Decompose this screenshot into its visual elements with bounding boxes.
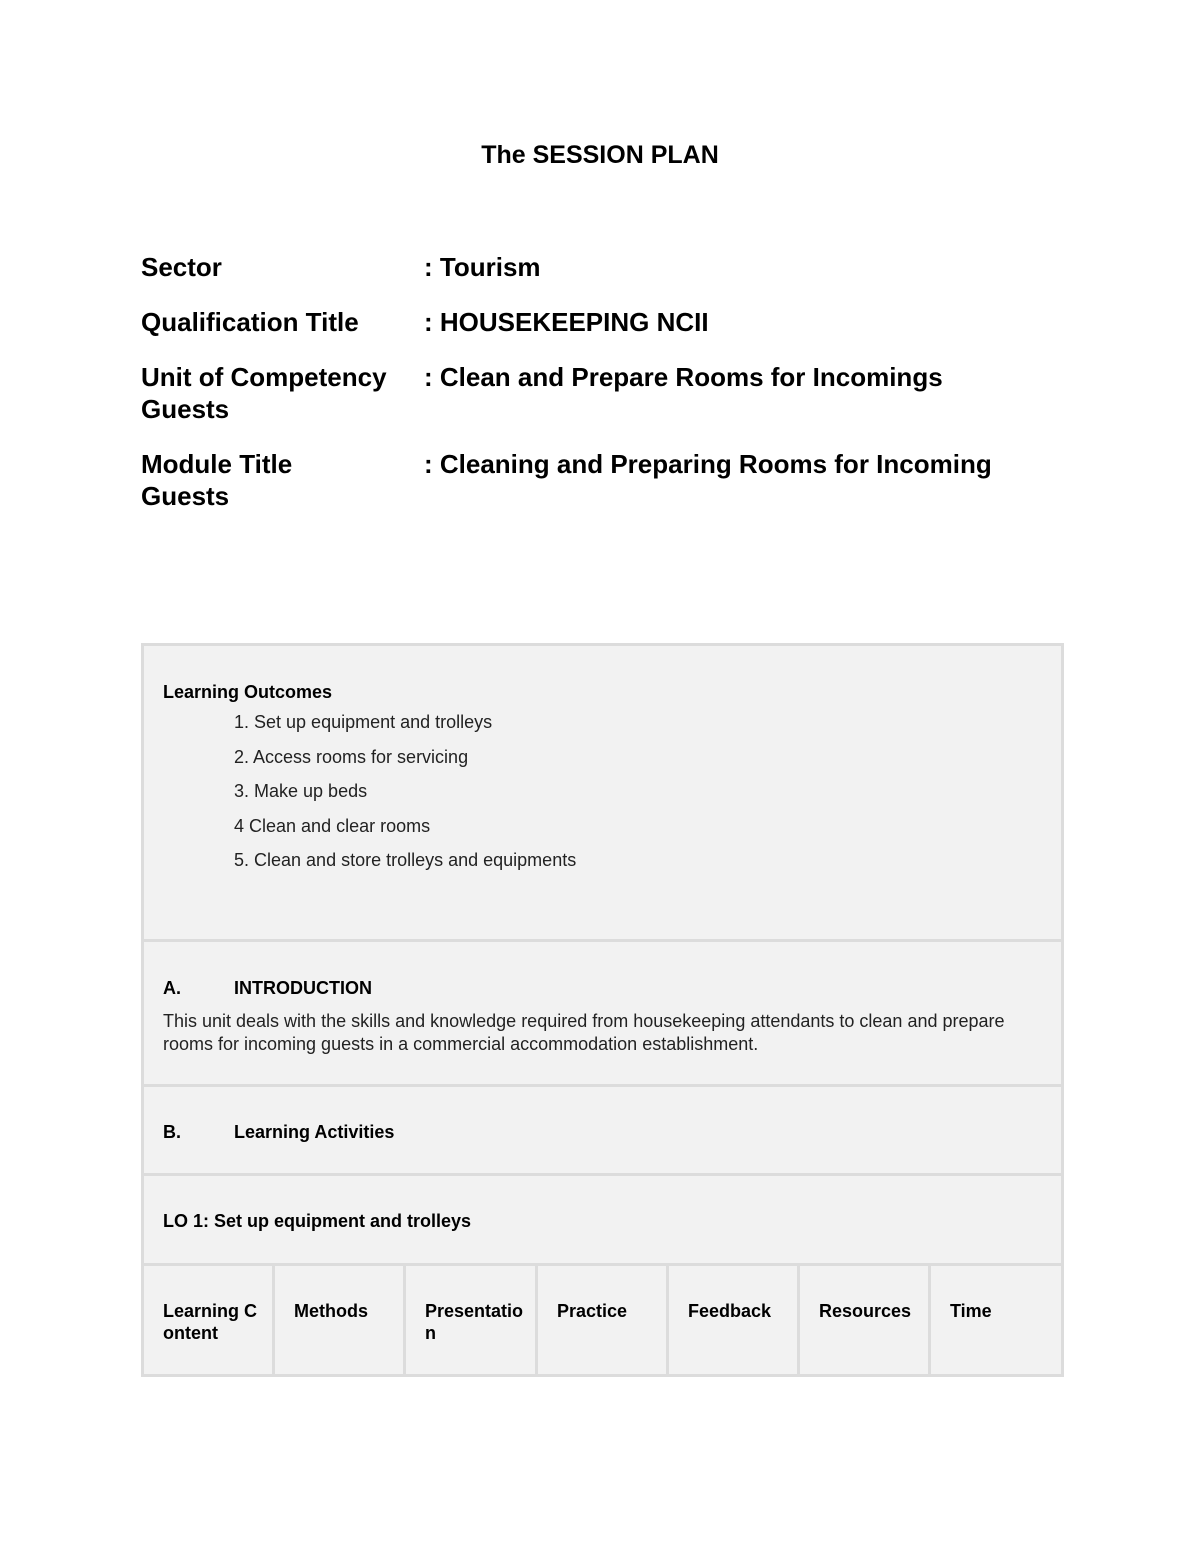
column-header-resources: [799, 1264, 930, 1375]
column-header-label: Learning Content: [163, 1300, 258, 1343]
list-item: 4 Clean and clear rooms: [234, 815, 431, 836]
info-label: Sector: [141, 252, 222, 282]
info-value: : Clean and Prepare Rooms for Incomings: [424, 362, 943, 392]
info-label: Module Title: [141, 449, 293, 479]
lo1-heading: LO 1: Set up equipment and trolleys: [163, 1211, 472, 1232]
info-label: Qualification Title: [141, 307, 359, 337]
page-title: The SESSION PLAN: [481, 141, 719, 169]
section-letter: A.: [163, 977, 181, 998]
list-item: 5. Clean and store trolleys and equipments: [234, 850, 577, 870]
list-item: 3. Make up beds: [234, 781, 368, 801]
column-header-label: Feedback: [688, 1300, 772, 1321]
column-header-feedback: [668, 1264, 799, 1375]
list-item: 1. Set up equipment and trolleys: [234, 712, 493, 732]
learning-outcomes-cell: [143, 645, 1063, 941]
column-header-label: Methods: [294, 1300, 368, 1321]
info-label: Unit of Competency: [141, 362, 387, 392]
section-title: Learning Activities: [234, 1122, 395, 1143]
info-row-module: [141, 448, 1061, 480]
info-value: : Tourism: [424, 252, 541, 282]
info-wrap-text: Guests: [141, 394, 230, 424]
section-title: INTRODUCTION: [234, 977, 372, 998]
info-wrap-text: Guests: [141, 481, 230, 511]
lo1-cell: [143, 1175, 1063, 1264]
column-header-practice: [537, 1264, 668, 1375]
column-header-label: Presentation: [425, 1300, 524, 1343]
info-row-unit: [141, 361, 1061, 393]
list-item: 2. Access rooms for servicing: [234, 746, 469, 767]
introduction-cell: [143, 940, 1063, 1085]
column-header-label: Time: [950, 1300, 992, 1321]
column-header-presentation: [405, 1264, 537, 1375]
session-plan-table: [141, 643, 1064, 1377]
column-header-time: [930, 1264, 1063, 1375]
learning-activities-heading: [163, 1120, 1043, 1144]
info-row-qualification: [141, 306, 1061, 338]
learning-outcomes-list: [163, 705, 1043, 878]
info-value: : Cleaning and Preparing Rooms for Incoming: [424, 449, 992, 479]
learning-outcomes-heading: Learning Outcomes: [163, 682, 333, 702]
section-letter: B.: [163, 1122, 181, 1143]
column-header-methods: [274, 1264, 405, 1375]
column-header-label: Practice: [557, 1300, 628, 1321]
info-value: : HOUSEKEEPING NCII: [424, 307, 709, 337]
introduction-text: This unit deals with the skills and knowledge required from housekeeping attendants to clean and prepare rooms for incoming guests in a commercial accommodation establishment.: [163, 1010, 1005, 1054]
learning-activities-cell: [143, 1086, 1063, 1175]
introduction-heading: [163, 976, 1043, 1000]
column-header-learning-content: [143, 1264, 274, 1375]
info-row-sector: [141, 251, 1061, 283]
column-header-label: Resources: [819, 1300, 912, 1321]
